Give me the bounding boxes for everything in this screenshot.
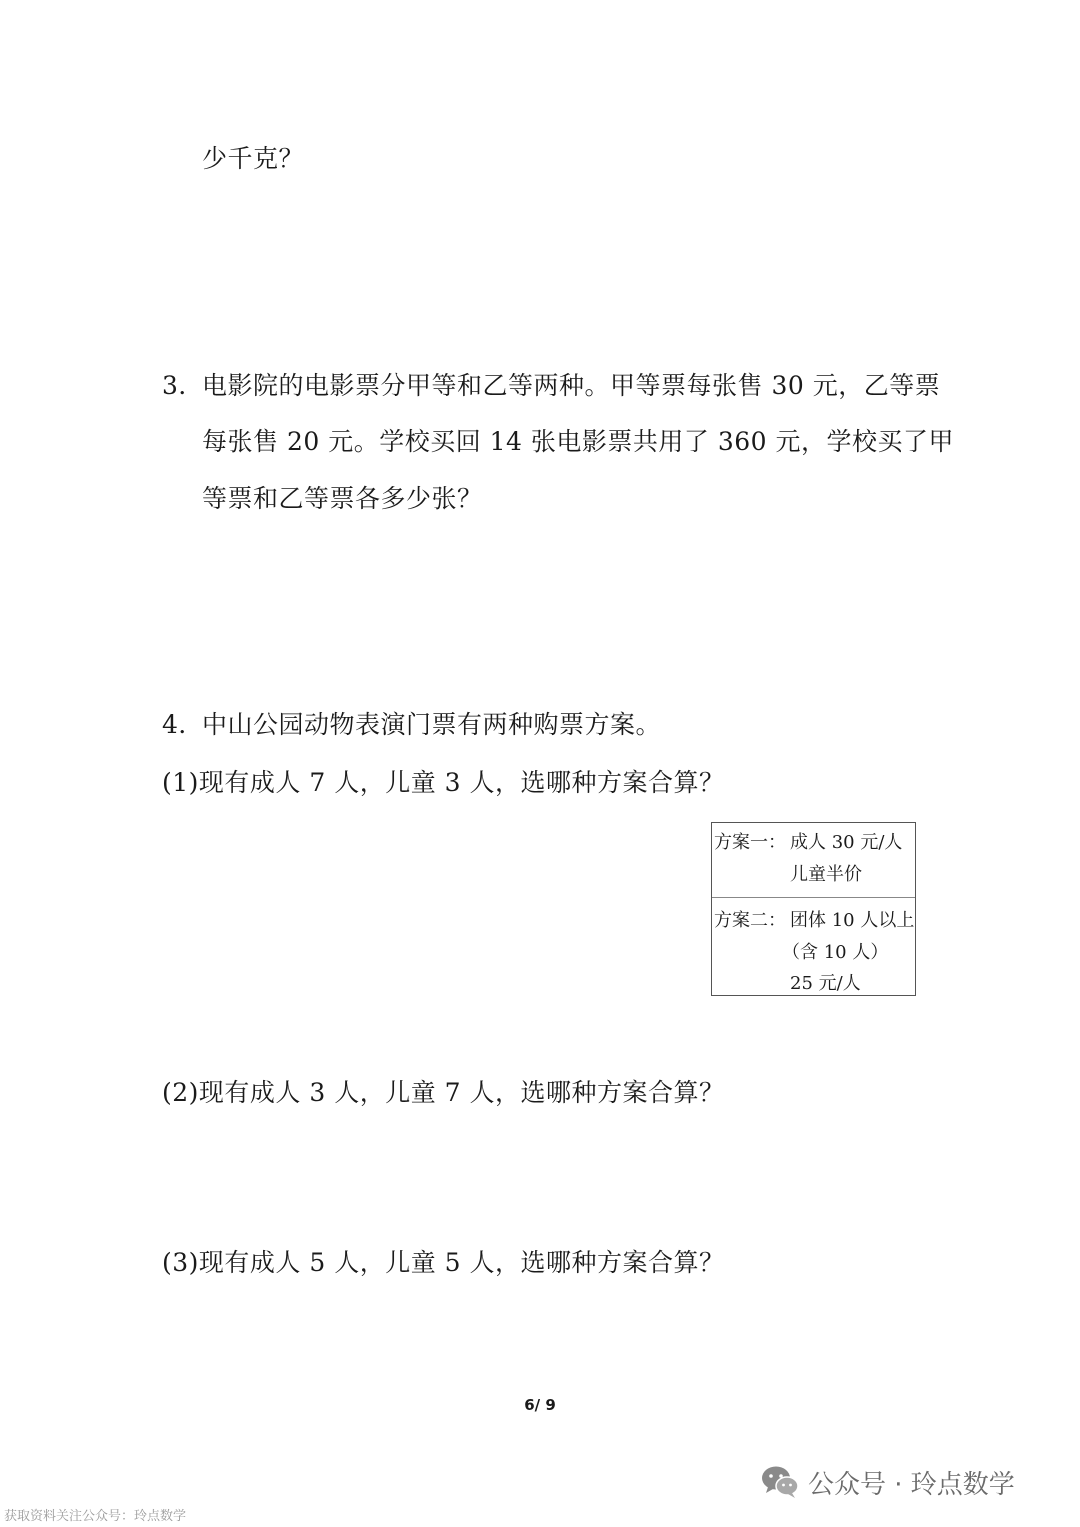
question-3-line-1: 电影院的电影票分甲等和乙等两种。甲等票每张售 30 元，乙等票: [202, 371, 941, 400]
question-4-sub-1: (1)现有成人 7 人，儿童 3 人，选哪种方案合算？: [162, 768, 725, 797]
plan-divider: [712, 897, 915, 898]
page-number: 6/ 9: [524, 1396, 556, 1414]
footer-note: 获取资料关注公众号：玲点数学: [4, 1509, 187, 1524]
plan-1-line-1: 成人 30 元/人: [790, 832, 903, 853]
ticket-plans-box: [711, 822, 916, 996]
plan-1-line-2: 儿童半价: [790, 864, 862, 885]
question-4-intro: 中山公园动物表演门票有两种购票方案。: [202, 710, 662, 739]
question-4-sub-3: (3)现有成人 5 人，儿童 5 人，选哪种方案合算？: [162, 1248, 725, 1277]
question-3-line-3: 等票和乙等票各多少张？: [202, 484, 483, 513]
question-3-number: 3．: [162, 371, 204, 400]
previous-question-tail: 少千克？: [202, 144, 305, 173]
watermark-text: 公众号 · 玲点数学: [808, 1469, 1015, 1500]
plan-2-line-1: 团体 10 人以上: [790, 910, 915, 931]
wechat-watermark: [760, 1462, 1015, 1502]
question-3-line-2: 每张售 20 元。学校买回 14 张电影票共用了 360 元，学校买了甲: [202, 427, 955, 456]
plan-2-line-2: （含 10 人）: [782, 942, 889, 963]
plan-1-label: 方案一：: [714, 832, 786, 853]
plan-2-line-3: 25 元/人: [790, 973, 861, 994]
wechat-icon: [760, 1464, 800, 1500]
question-4-sub-2: (2)现有成人 3 人，儿童 7 人，选哪种方案合算？: [162, 1078, 725, 1107]
plan-2-label: 方案二：: [714, 910, 786, 931]
question-4-number: 4．: [162, 710, 204, 739]
